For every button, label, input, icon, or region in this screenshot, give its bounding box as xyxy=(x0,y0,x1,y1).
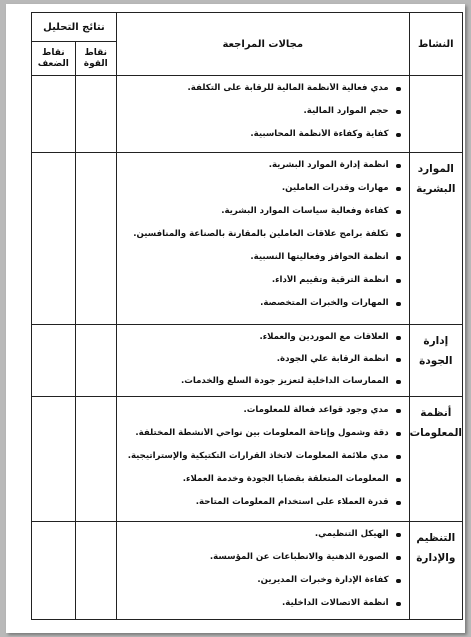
list-item: كفاية وكفاءة الأنظمة المحاسبية. xyxy=(121,129,401,140)
list-item: مدي ملائمة المعلومات لاتخاذ القرارات التكتيكية والإستراتيجية. xyxy=(121,451,401,462)
table-row xyxy=(32,397,463,522)
strengths-header: نقاط القوة xyxy=(75,42,116,76)
list-item: أنظمة إدارة الموارد البشرية. xyxy=(121,160,401,171)
audit-areas-cell xyxy=(116,397,409,522)
audit-analysis-table xyxy=(31,12,463,620)
strengths-cell xyxy=(75,153,116,325)
activity-cell: إدارة الجودة xyxy=(409,325,462,397)
list-item: أنظمة الحوافز وفعاليتها النسبية. xyxy=(121,252,401,263)
list-item: قدرة العملاء على استخدام المعلومات المتاحة. xyxy=(121,497,401,508)
audit-areas-header: مجالات المراجعة xyxy=(116,13,409,76)
weaknesses-cell xyxy=(32,153,76,325)
table-row xyxy=(32,153,463,325)
list-item: الهيكل التنظيمي. xyxy=(121,529,401,540)
table-row xyxy=(32,76,463,153)
strengths-cell xyxy=(75,522,116,620)
list-item: أنظمة الاتصالات الداخلية. xyxy=(121,598,401,609)
activity-cell: التنظيم والإدارة xyxy=(409,522,462,620)
activity-cell: الموارد البشرية xyxy=(409,153,462,325)
list-item: مهارات وقدرات العاملين. xyxy=(121,183,401,194)
table-row xyxy=(32,325,463,397)
list-item: الصورة الذهنية والانطباعات عن المؤسسة. xyxy=(121,552,401,563)
audit-areas-cell xyxy=(116,76,409,153)
list-item: المعلومات المتعلقة بقضايا الجودة وخدمة العملاء. xyxy=(121,474,401,485)
list-item: تكلفة برامج علاقات العاملين بالمقارنة بالصناعة والمنافسين. xyxy=(121,229,401,240)
list-item: كفاءة وفعالية سياسات الموارد البشرية. xyxy=(121,206,401,217)
list-item: حجم الموارد المالية. xyxy=(121,106,401,117)
list-item: أنظمة الرقابة علي الجودة. xyxy=(121,354,401,365)
activity-header: النشاط xyxy=(409,13,462,76)
weaknesses-cell xyxy=(32,522,76,620)
audit-areas-cell xyxy=(116,522,409,620)
weaknesses-header: نقاط الضعف xyxy=(32,42,76,76)
audit-areas-cell xyxy=(116,153,409,325)
table-row xyxy=(32,522,463,620)
list-item: كفاءة الإدارة وخبرات المديرين. xyxy=(121,575,401,586)
weaknesses-cell xyxy=(32,397,76,522)
strengths-cell xyxy=(75,397,116,522)
strengths-cell xyxy=(75,325,116,397)
document-page xyxy=(6,4,465,633)
audit-areas-cell xyxy=(116,325,409,397)
list-item: دقة وشمول وإتاحة المعلومات بين نواحي الأنشطة المختلفة. xyxy=(121,428,401,439)
list-item: العلاقات مع الموردين والعملاء. xyxy=(121,332,401,343)
list-item: مدي فعالية الأنظمة المالية للرقابة على التكلفة. xyxy=(121,83,401,94)
weaknesses-cell xyxy=(32,76,76,153)
list-item: مدي وجود قواعد فعالة للمعلومات. xyxy=(121,405,401,416)
activity-cell xyxy=(409,76,462,153)
list-item: أنظمة الترقية وتقييم الأداء. xyxy=(121,275,401,286)
activity-cell: أنظمة المعلومات xyxy=(409,397,462,522)
list-item: المهارات والخبرات المتخصصة. xyxy=(121,298,401,309)
weaknesses-cell xyxy=(32,325,76,397)
list-item: الممارسات الداخلية لتعزيز جودة السلع والخدمات. xyxy=(121,376,401,387)
analysis-results-header: نتائج التحليل xyxy=(32,13,117,42)
strengths-cell xyxy=(75,76,116,153)
